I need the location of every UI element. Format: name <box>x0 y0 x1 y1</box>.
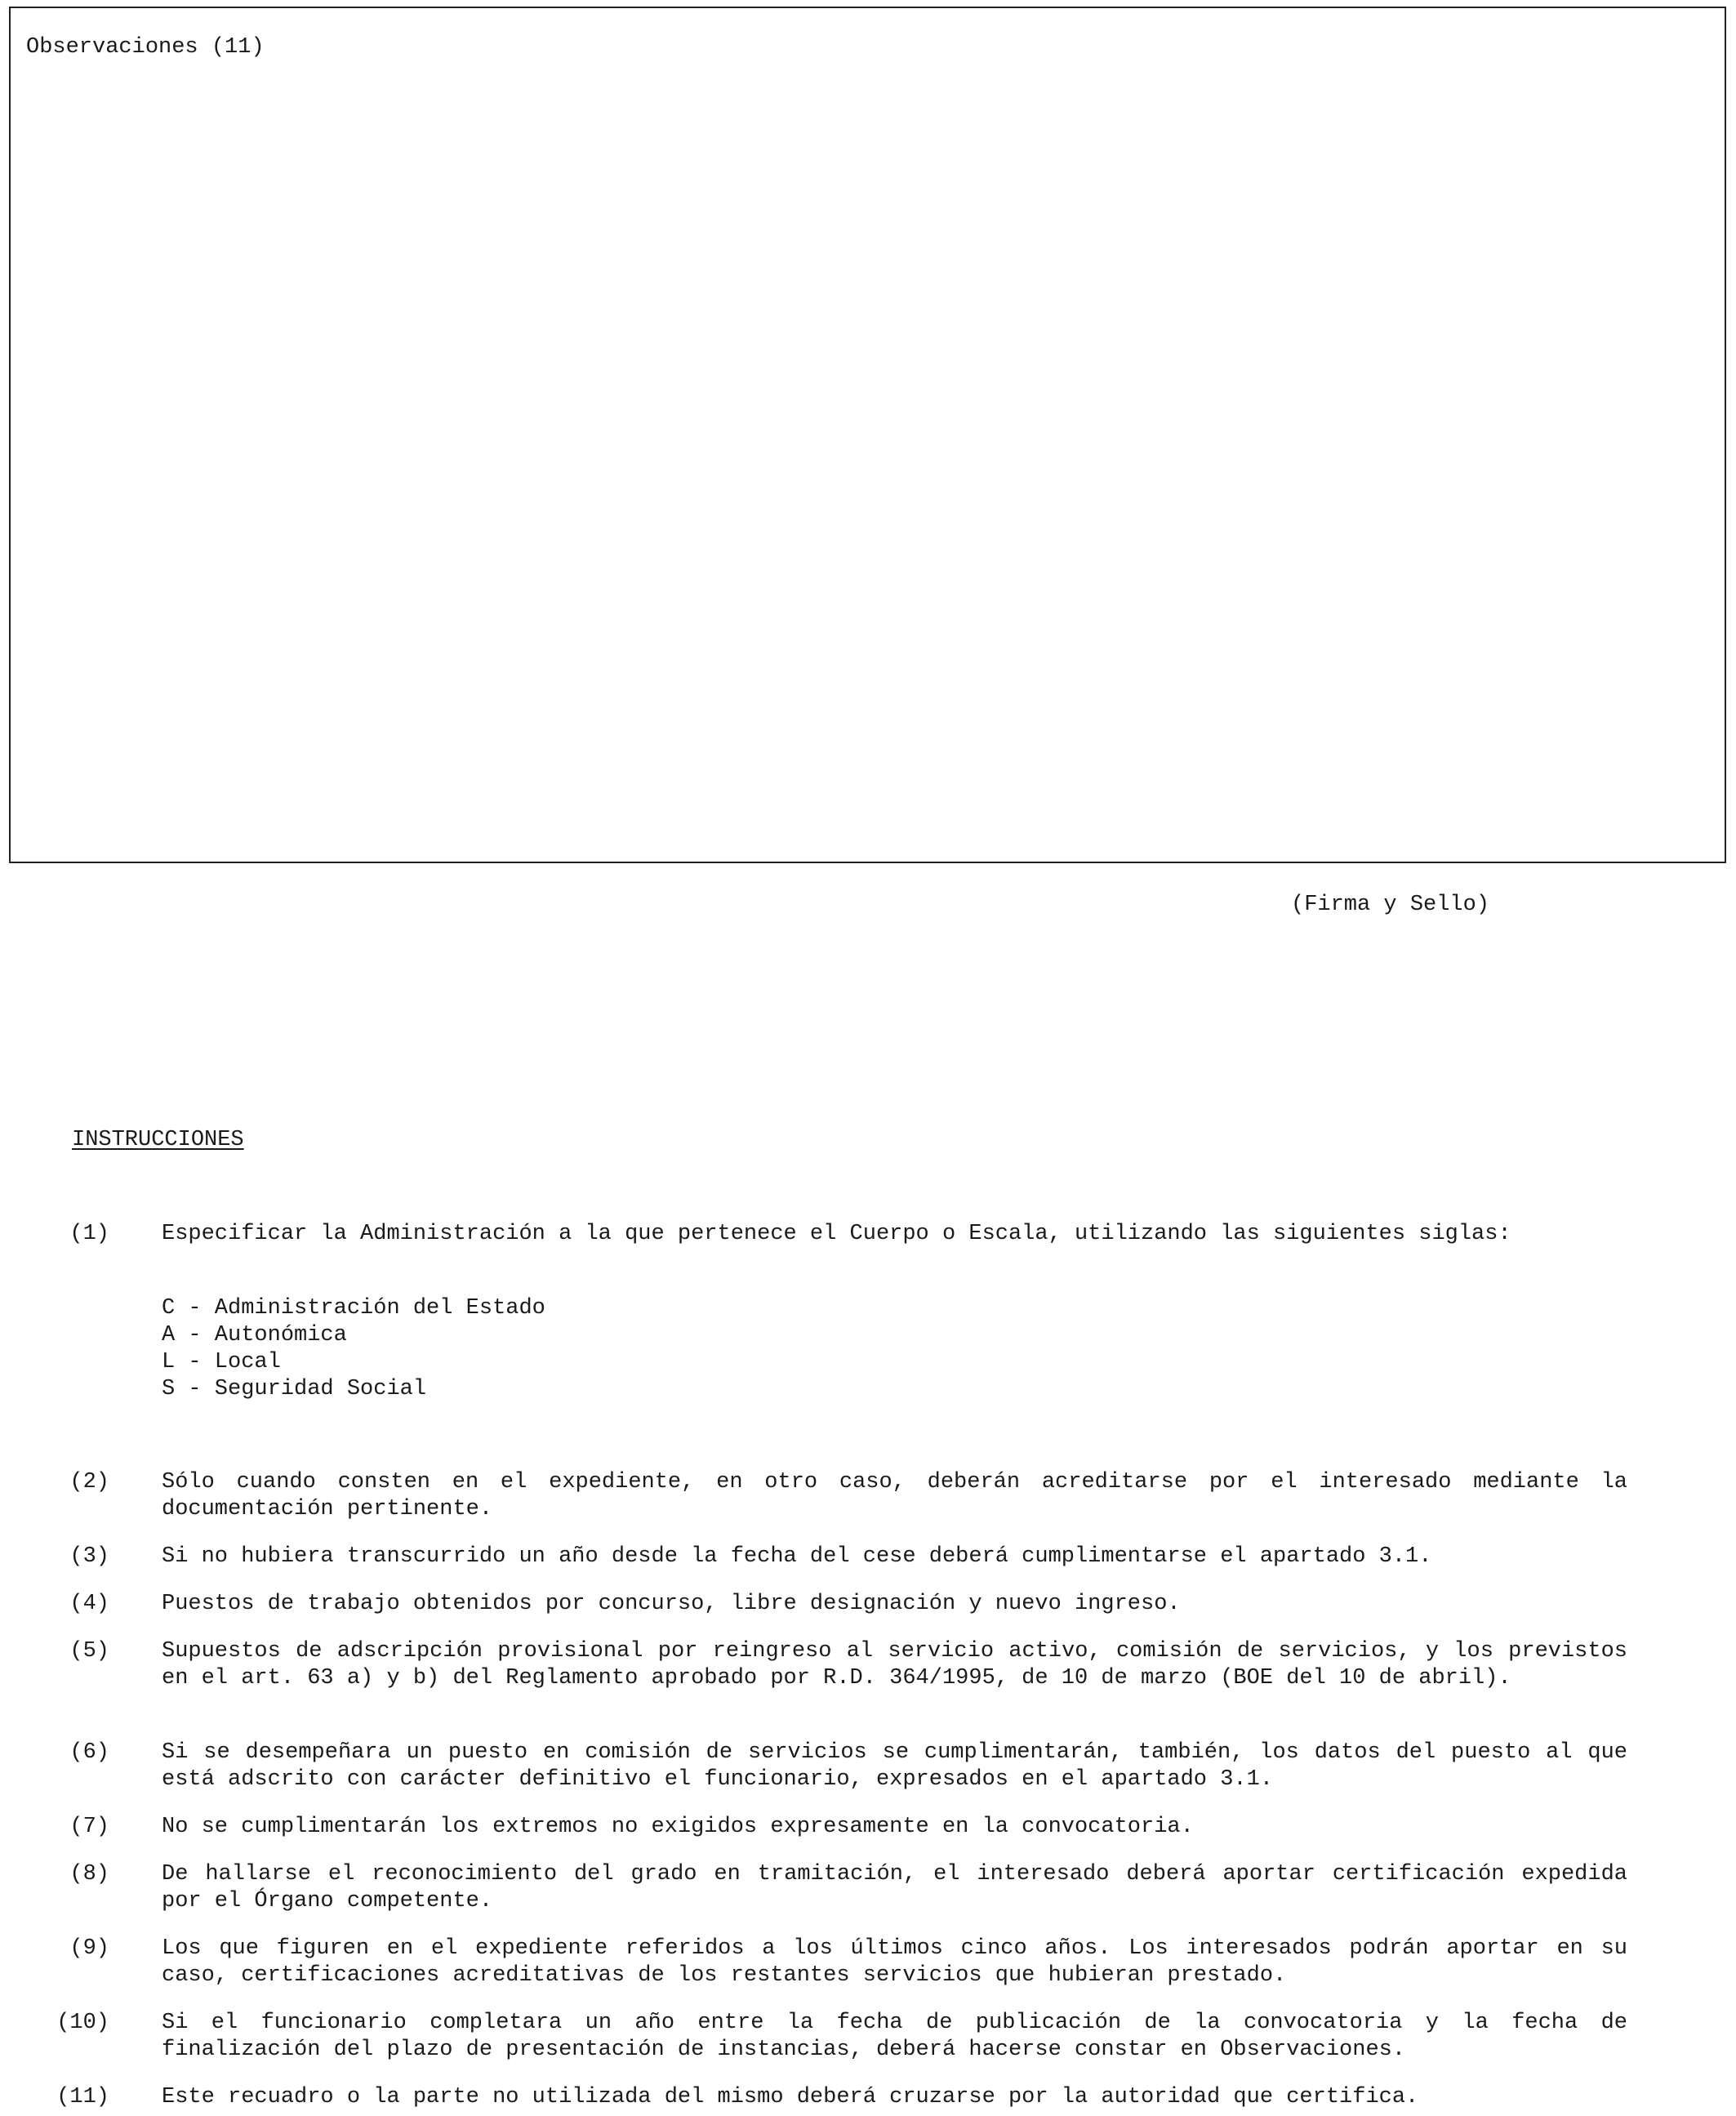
note-text: De hallarse el reconocimiento del grado en tramitación, el interesado deberá aportar certificación expedida por el Órgano competente. <box>162 1862 1627 1913</box>
note-number: (10) <box>56 2011 109 2035</box>
note-number: (2) <box>69 1470 109 1495</box>
note-text: No se cumplimentarán los extremos no exigidos expresamente en la convocatoria. <box>162 1815 1194 1839</box>
note-text: Si el funcionario completara un año entre la fecha de publicación de la convocatoria y la fecha de finalización del plazo de presentación de instancias, deberá hacerse constar en Observaciones. <box>162 2011 1627 2062</box>
sigla-item: A - Autonómica <box>162 1323 347 1348</box>
note-text: Especificar la Administración a la que pertenece el Cuerpo o Escala, utilizando las siguientes siglas: <box>162 1222 1511 1246</box>
siglas-list <box>162 1295 545 1403</box>
note-number: (1) <box>69 1222 109 1246</box>
observaciones-box <box>9 7 1726 863</box>
note-number: (4) <box>69 1592 109 1616</box>
note-number: (3) <box>69 1544 109 1569</box>
note-number: (9) <box>69 1936 109 1961</box>
signature-label: (Firma y Sello) <box>1291 893 1490 917</box>
note-number: (7) <box>69 1815 109 1839</box>
note-number: (11) <box>56 2085 109 2109</box>
note-text: Si se desempeñara un puesto en comisión de servicios se cumplimentarán, también, los datos del puesto al que está adscrito con carácter definitivo el funcionario, expresados en el apartado 3.1. <box>162 1740 1627 1792</box>
note-text: Si no hubiera transcurrido un año desde la fecha del cese deberá cumplimentarse el apartado 3.1. <box>162 1544 1432 1569</box>
note-text: Sólo cuando consten en el expediente, en otro caso, deberán acreditarse por el interesado mediante la documentación pertinente. <box>162 1470 1627 1521</box>
instructions-heading: INSTRUCCIONES <box>72 1128 244 1152</box>
note-text: Los que figuren en el expediente referidos a los últimos cinco años. Los interesados podrán aportar en su caso, certificaciones acreditativas de los restantes servicios que hubieran prestado. <box>162 1936 1627 1988</box>
note-number: (8) <box>69 1862 109 1887</box>
note-text: Supuestos de adscripción provisional por reingreso al servicio activo, comisión de servicios, y los previstos en el art. 63 a) y b) del Reglamento aprobado por R.D. 364/1995, de 10 de marzo (BOE del 10 de abril). <box>162 1639 1627 1691</box>
note-number: (6) <box>69 1740 109 1765</box>
note-text: Puestos de trabajo obtenidos por concurso, libre designación y nuevo ingreso. <box>162 1592 1181 1616</box>
sigla-item: S - Seguridad Social <box>162 1377 427 1401</box>
observaciones-label: Observaciones (11) <box>26 35 265 60</box>
note-number: (5) <box>69 1639 109 1664</box>
sigla-item: L - Local <box>162 1350 281 1374</box>
note-text: Este recuadro o la parte no utilizada del mismo deberá cruzarse por la autoridad que certifica. <box>162 2085 1419 2109</box>
sigla-item: C - Administración del Estado <box>162 1296 545 1321</box>
